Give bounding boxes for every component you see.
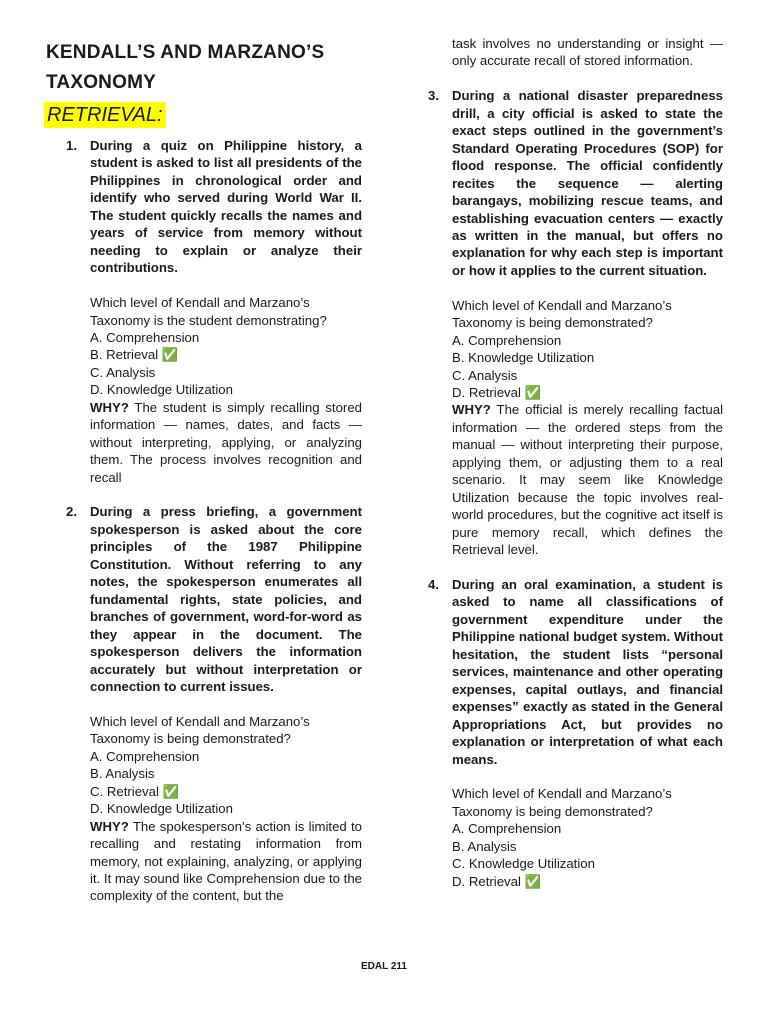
option-c: C. Knowledge Utilization — [452, 856, 595, 872]
question-number: 2. — [66, 504, 77, 520]
section-heading-retrieval: RETRIEVAL: — [44, 102, 166, 128]
question-prompt: Which level of Kendall and Marzano’s Taxonomy is being demonstrated? — [452, 786, 672, 819]
question-2 — [66, 503, 362, 904]
why-label: WHY? — [90, 399, 129, 415]
option-d: D. Knowledge Utilization — [90, 801, 233, 817]
right-column — [428, 35, 723, 890]
question-2-continued — [428, 35, 723, 70]
option-a: A. Comprehension — [90, 748, 200, 764]
question-number: 1. — [66, 138, 77, 153]
question-scenario: During a national disaster preparedness drill, a city official is asked to state the exact steps outlined in the government’s Standard Operating Procedures (SOP) for flood response. The official confidently recites the sequence — alerting barangays, mobilizing rescue teams, and establishing evacuation centers — exactly as written in the manual, but offers no explanation for why each step is important or how it applies to the current situation. — [452, 88, 723, 278]
why-text-continued: task involves no understanding or insight —only accurate recall of stored information. — [452, 36, 723, 69]
why-label: WHY? — [90, 818, 129, 834]
document-title: KENDALL’S AND MARZANO’S TAXONOMY — [46, 42, 325, 93]
option-c: C. Analysis — [90, 364, 156, 380]
left-column — [66, 137, 362, 905]
option-c: C. Retrieval ✅ — [90, 783, 179, 799]
question-scenario: During a press briefing, a government spokesperson is asked about the core principles of the 1987 Philippine Constitution. Without referring to any notes, the spokesperson enumerates all fundamental rights, state policies, and branches of government, word-for-word as they appear in the document. The spokesperson delivers the information accurately but without interpretation or connection to current issues. — [90, 504, 362, 695]
question-1 — [66, 137, 362, 486]
option-b: B. Retrieval ✅ — [90, 347, 179, 363]
why-explanation — [452, 401, 723, 558]
question-number: 4. — [428, 577, 439, 592]
question-number: 3. — [428, 88, 439, 104]
why-text: The official is merely recalling factual information — the ordered steps from the manual — without interpreting their purpose, applying them, or adjusting them to a real scenario. It may seem like Knowledge Utilization because the topic involves real-world procedures, but the cognitive act itself is pure memory recall, which defines the Retrieval level. — [452, 402, 723, 558]
option-d: D. Retrieval ✅ — [452, 873, 541, 889]
question-3 — [428, 87, 723, 558]
option-d: D. Retrieval ✅ — [452, 385, 541, 401]
option-b: B. Analysis — [90, 766, 155, 782]
why-text: The spokesperson’s action is limited to recalling and restating information from memory, not explaining, analyzing, or applying it. It may sound like Comprehension due to the complexity of the content, but the — [90, 818, 362, 904]
option-b: B. Analysis — [452, 838, 517, 854]
option-c: C. Analysis — [452, 367, 518, 383]
why-label: WHY? — [452, 402, 491, 418]
option-a: A. Comprehension — [90, 329, 200, 345]
question-4 — [428, 576, 723, 890]
why-text: The student is simply recalling stored information — names, dates, and facts — without interpreting, applying, or analyzing them. The process involves recognition and recall — [90, 399, 362, 485]
question-prompt: Which level of Kendall and Marzano’s Taxonomy is being demonstrated? — [90, 713, 310, 747]
option-d: D. Knowledge Utilization — [90, 382, 233, 398]
option-a: A. Comprehension — [452, 332, 562, 348]
option-b: B. Knowledge Utilization — [452, 350, 595, 366]
why-explanation — [90, 399, 362, 486]
question-prompt: Which level of Kendall and Marzano’s Taxonomy is the student demonstrating? — [90, 295, 327, 328]
question-scenario: During a quiz on Philippine history, a student is asked to list all presidents of the Philippines in chronological order and identify who served during World War II. The student quickly recalls the names and years of service from memory without needing to explain or analyze their contributions. — [90, 138, 362, 276]
option-a: A. Comprehension — [452, 821, 562, 837]
why-explanation — [90, 818, 362, 905]
page-footer: EDAL 211 — [361, 961, 407, 972]
question-prompt: Which level of Kendall and Marzano’s Taxonomy is being demonstrated? — [452, 297, 672, 331]
question-scenario: During an oral examination, a student is asked to name all classifications of government expenditure under the Philippine national budget system. Without hesitation, the student lists “personal services, maintenance and other operating expenses, capital outlays, and financial expenses” exactly as stated in the General Appropriations Act, but provides no explanation or interpretation of what each means. — [452, 577, 723, 767]
